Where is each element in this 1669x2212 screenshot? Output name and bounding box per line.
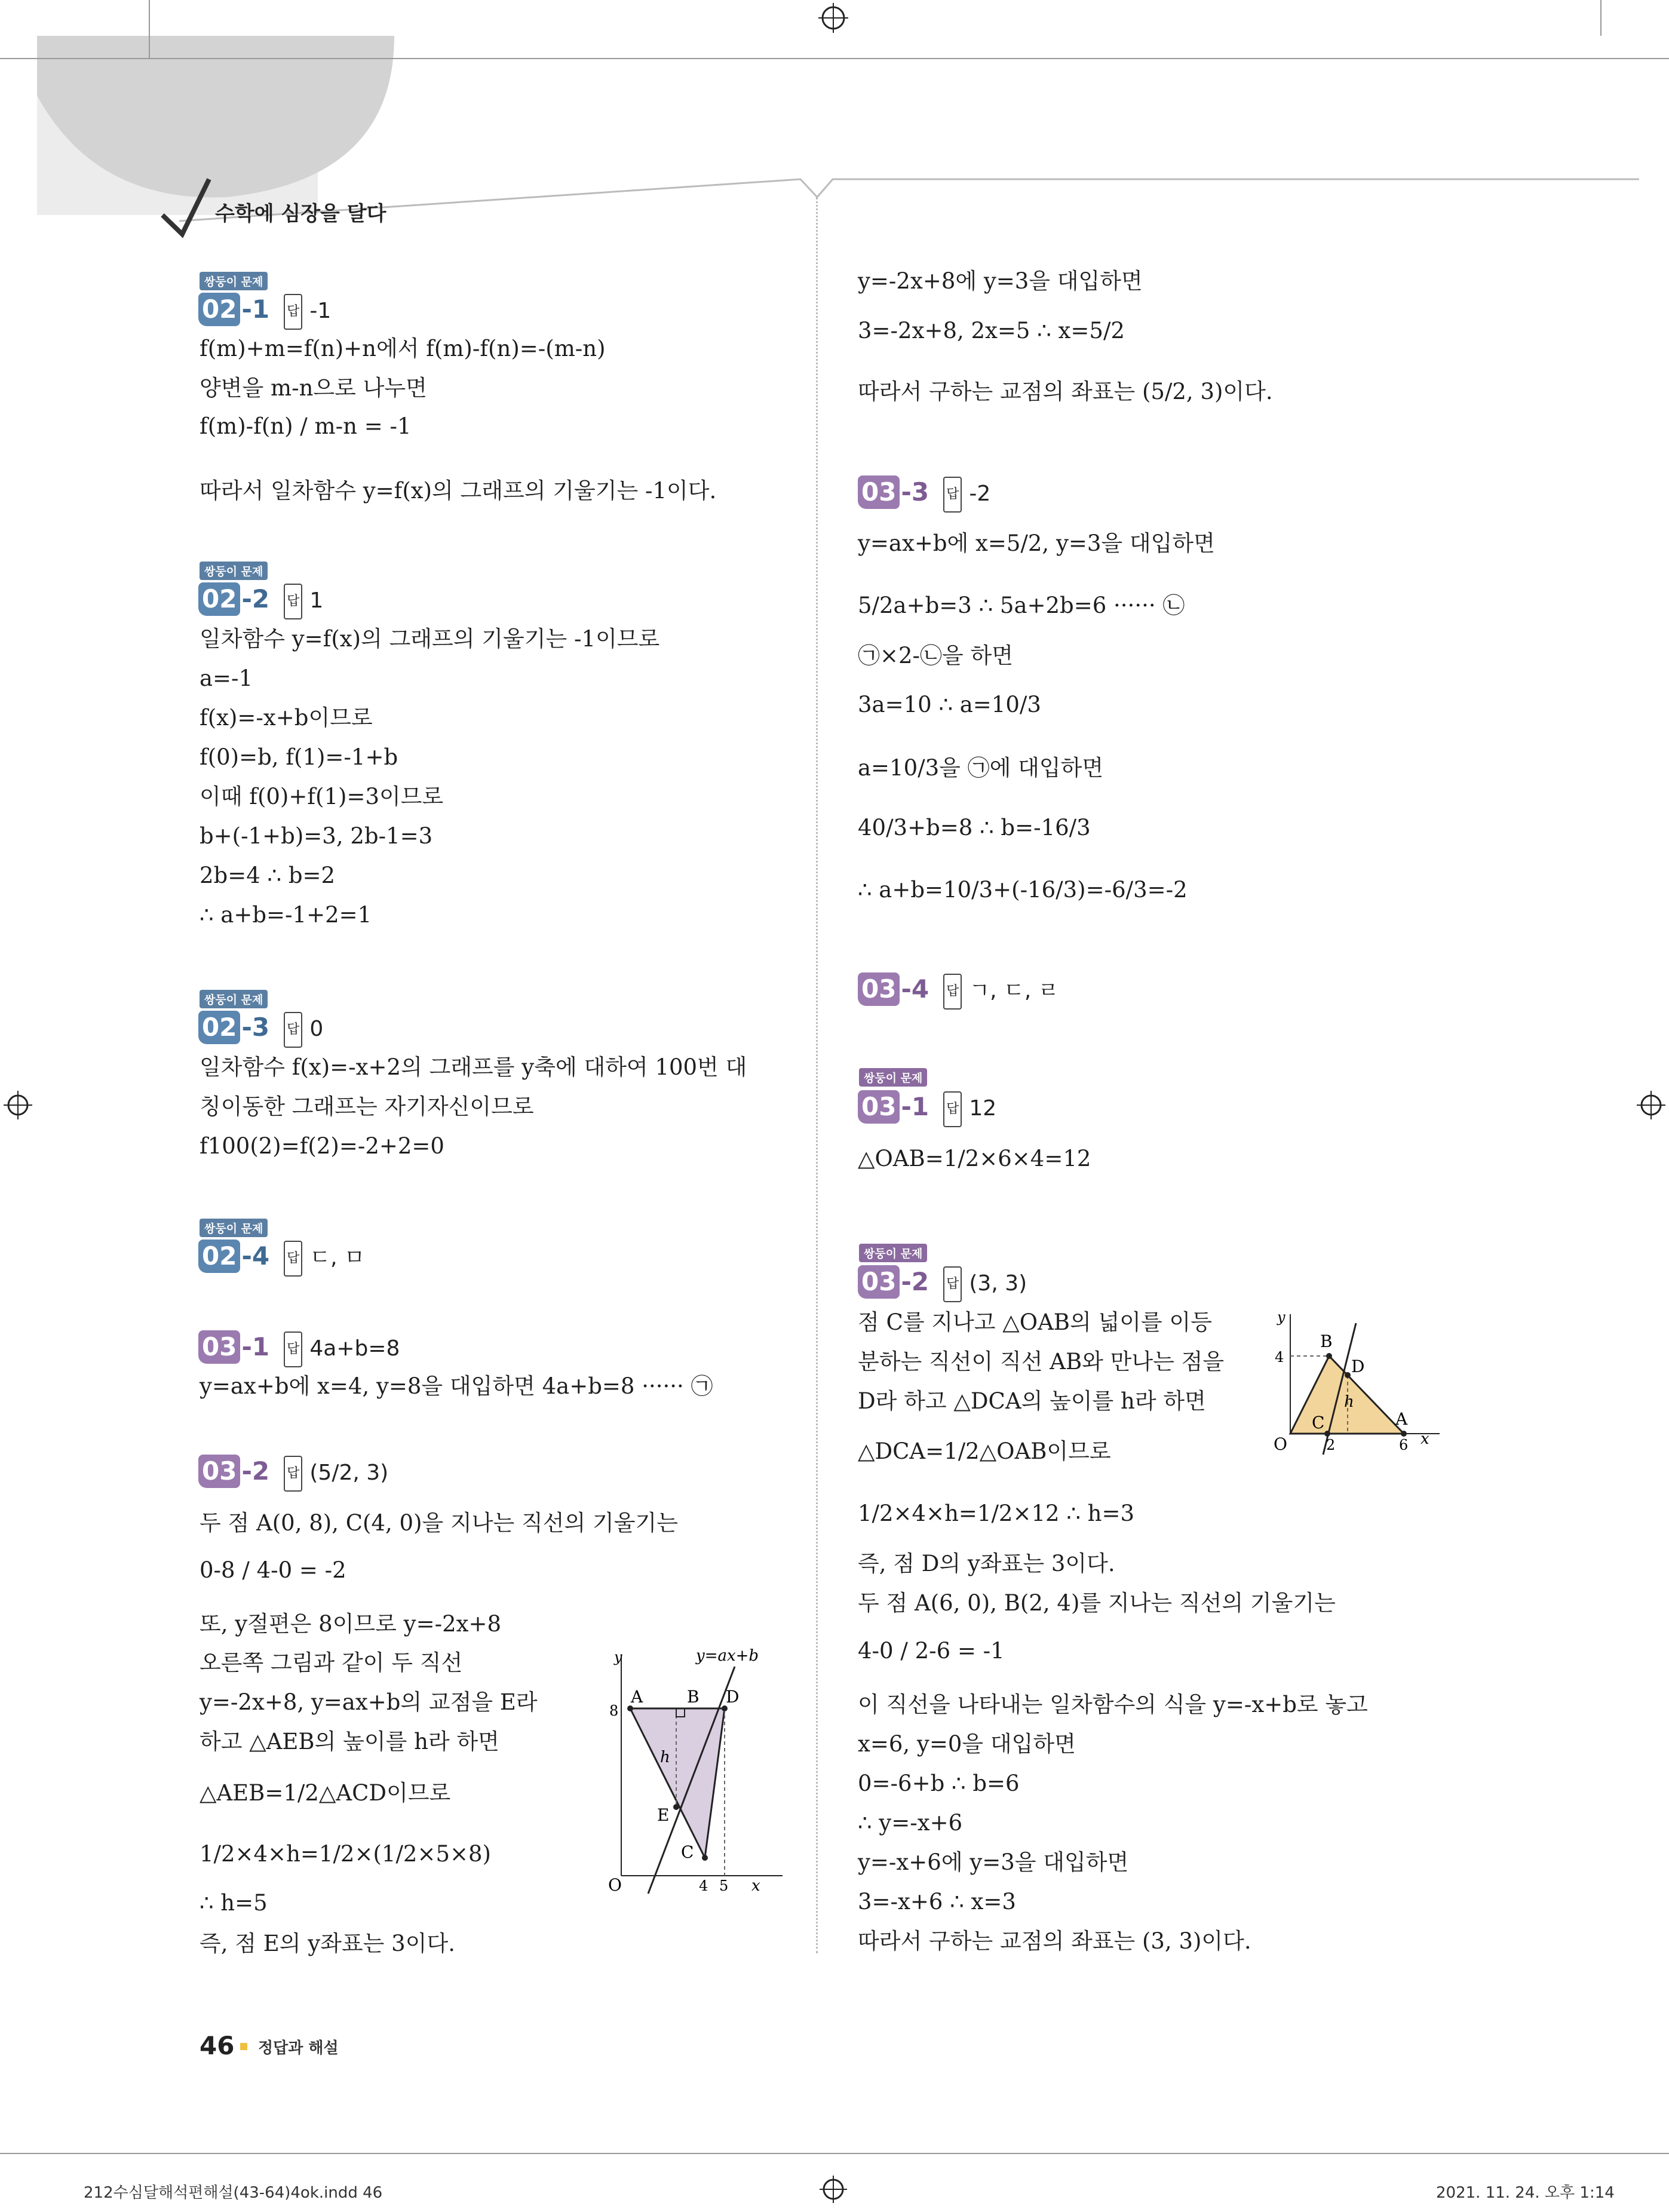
text-line: y=ax+b에 x=4, y=8을 대입하면 4a+b=8 ······ ㉠ [200,1373,713,1399]
text-line: 0-8 / 4-0 = -2 [200,1557,346,1583]
problem-number: 03 -1 답 4a+b=8 [198,1330,400,1367]
twin-problem-badge: 쌍둥이 문제 [859,1068,927,1087]
point-label: E [657,1805,670,1825]
axis-label: x [1421,1430,1429,1448]
twin-problem-badge: 쌍둥이 문제 [859,1244,927,1262]
text-line: 분하는 직선이 직선 AB와 만나는 점을 [858,1349,1225,1375]
text-line: 3a=10 ∴ a=10/3 [858,692,1041,717]
text-line: a=-1 [200,665,253,691]
origin-label: O [608,1875,622,1895]
text-line: x=6, y=0을 대입하면 [858,1731,1076,1757]
text-line: y=-2x+8, y=ax+b의 교점을 E라 [200,1689,538,1715]
column-divider [816,197,818,1953]
problem-number: 02 -3 답 0 [198,1011,323,1048]
text-line: f(0)=b, f(1)=-1+b [200,744,398,770]
tick-label: 8 [609,1702,619,1719]
text-line: 하고 △AEB의 높이를 h라 하면 [200,1729,499,1754]
text-line: ∴ h=5 [200,1890,268,1916]
text-line: 따라서 일차함수 y=f(x)의 그래프의 기울기는 -1이다. [200,478,717,504]
height-label: h [1344,1393,1354,1411]
twin-problem-badge: 쌍둥이 문제 [200,562,268,580]
twin-problem-badge: 쌍둥이 문제 [200,990,268,1008]
figure-03-2-graph [591,1643,789,1900]
text-line: 2b=4 ∴ b=2 [200,863,336,888]
text-line: 일차함수 y=f(x)의 그래프의 기울기는 -1이므로 [200,626,660,652]
text-line: 양변을 m-n으로 나누면 [200,375,427,401]
text-line: 즉, 점 D의 y좌표는 3이다. [858,1551,1115,1576]
text-line: 1/2×4×h=1/2×12 ∴ h=3 [858,1501,1134,1526]
point-label: C [681,1842,694,1862]
figure-03-1-triangle [1254,1305,1446,1461]
point-label: D [726,1687,740,1707]
text-line: 또, y절편은 8이므로 y=-2x+8 [200,1611,502,1637]
tick-label: 6 [1399,1437,1409,1453]
problem-number: 03 -2 답 (5/2, 3) [198,1455,388,1492]
text-line: △DCA=1/2△OAB이므로 [858,1438,1111,1464]
problem-number: 02 -4 답 ㄷ, ㅁ [198,1240,365,1277]
text-line: 일차함수 f(x)=-x+2의 그래프를 y축에 대하여 100번 대 [200,1054,747,1080]
text-line: 3=-2x+8, 2x=5 ∴ x=5/2 [858,318,1125,343]
text-line: ∴ a+b=-1+2=1 [200,902,372,928]
axis-label: x [751,1877,760,1895]
text-line: y=-x+6에 y=3을 대입하면 [858,1849,1129,1875]
print-date: 2021. 11. 24. 오후 1:14 [1436,2184,1615,2202]
height-label: h [660,1748,670,1766]
page-number: 46 [200,2031,235,2060]
problem-number: 03 -1 답 12 [858,1090,996,1127]
tick-label: 4 [1275,1349,1284,1366]
text-line: 따라서 구하는 교점의 좌표는 (5/2, 3)이다. [858,379,1273,404]
text-line: a=10/3을 ㉠에 대입하면 [858,755,1104,781]
point-label: A [1395,1409,1408,1429]
axis-label: y [1277,1309,1286,1326]
text-line: y=ax+b에 x=5/2, y=3을 대입하면 [858,530,1215,556]
line-label: y=ax+b [696,1647,759,1665]
text-line: 5/2a+b=3 ∴ 5a+2b=6 ······ ㉡ [858,593,1185,618]
registration-mark-icon [0,1087,36,1123]
point-label: A [631,1687,643,1707]
text-line: y=-2x+8에 y=3을 대입하면 [858,268,1143,294]
text-line: f100(2)=f(2)=-2+2=0 [200,1133,444,1159]
tick-label: 2 [1326,1437,1336,1453]
text-line: 1/2×4×h=1/2×(1/2×5×8) [200,1841,491,1867]
point-label: B [1320,1332,1333,1351]
text-line: 즉, 점 E의 y좌표는 3이다. [200,1931,455,1956]
registration-mark-icon [818,2174,848,2204]
text-line: f(x)=-x+b이므로 [200,705,373,731]
text-line: 두 점 A(0, 8), C(4, 0)을 지나는 직선의 기울기는 [200,1510,678,1536]
text-line: 점 C를 지나고 △OAB의 넓이를 이등 [858,1309,1212,1335]
text-line: △AEB=1/2△ACD이므로 [200,1780,451,1806]
text-line: 따라서 구하는 교점의 좌표는 (3, 3)이다. [858,1928,1251,1954]
header-title: 수학에 심장을 달다 [215,202,386,226]
text-line: 두 점 A(6, 0), B(2, 4)를 지나는 직선의 기울기는 [858,1590,1336,1616]
text-line: ㉠×2-㉡을 하면 [858,643,1014,668]
tick-label: 4 [699,1877,708,1894]
text-line: 이 직선을 나타내는 일차함수의 식을 y=-x+b로 놓고 [858,1692,1368,1717]
section-title: 정답과 해설 [258,2039,339,2057]
problem-number: 02 -1 답 -1 [198,293,331,330]
axis-label: y [614,1649,622,1665]
problem-number: 03 -4 답 ㄱ, ㄷ, ㄹ [858,972,1059,1010]
tick-label: 5 [719,1877,729,1894]
point-label: B [687,1687,699,1707]
text-line: f(m)+m=f(n)+n에서 f(m)-f(n)=-(m-n) [200,336,606,361]
twin-problem-badge: 쌍둥이 문제 [200,1219,268,1237]
text-line: 오른쪽 그림과 같이 두 직선 [200,1650,463,1676]
text-line: 이때 f(0)+f(1)=3이므로 [200,784,444,809]
text-line: 칭이동한 그래프는 자기자신이므로 [200,1094,534,1119]
twin-problem-badge: 쌍둥이 문제 [200,272,268,290]
text-line: 3=-x+6 ∴ x=3 [858,1889,1016,1915]
file-name: 212수심달해석편해설(43-64)4ok.indd 46 [84,2184,383,2202]
text-line: D라 하고 △DCA의 높이를 h라 하면 [858,1388,1206,1414]
text-line: 0=-6+b ∴ b=6 [858,1771,1020,1796]
bullet-square [240,2043,247,2050]
text-line: b+(-1+b)=3, 2b-1=3 [200,823,433,849]
text-line: f(m)-f(n) / m-n = -1 [200,413,412,439]
registration-mark-icon [1633,1087,1669,1123]
point-label: C [1312,1413,1325,1432]
text-line: ∴ y=-x+6 [858,1810,963,1836]
text-line: 40/3+b=8 ∴ b=-16/3 [858,815,1091,840]
problem-number: 02 -2 답 1 [198,582,323,619]
problem-number: 03 -3 답 -2 [858,475,990,513]
text-line: ∴ a+b=10/3+(-16/3)=-6/3=-2 [858,877,1188,903]
problem-number: 03 -2 답 (3, 3) [858,1265,1027,1302]
footer-rule [0,2153,1669,2154]
text-line: △OAB=1/2×6×4=12 [858,1146,1091,1171]
text-line: 4-0 / 2-6 = -1 [858,1638,1005,1664]
origin-label: O [1274,1434,1287,1454]
point-label: D [1351,1357,1365,1376]
